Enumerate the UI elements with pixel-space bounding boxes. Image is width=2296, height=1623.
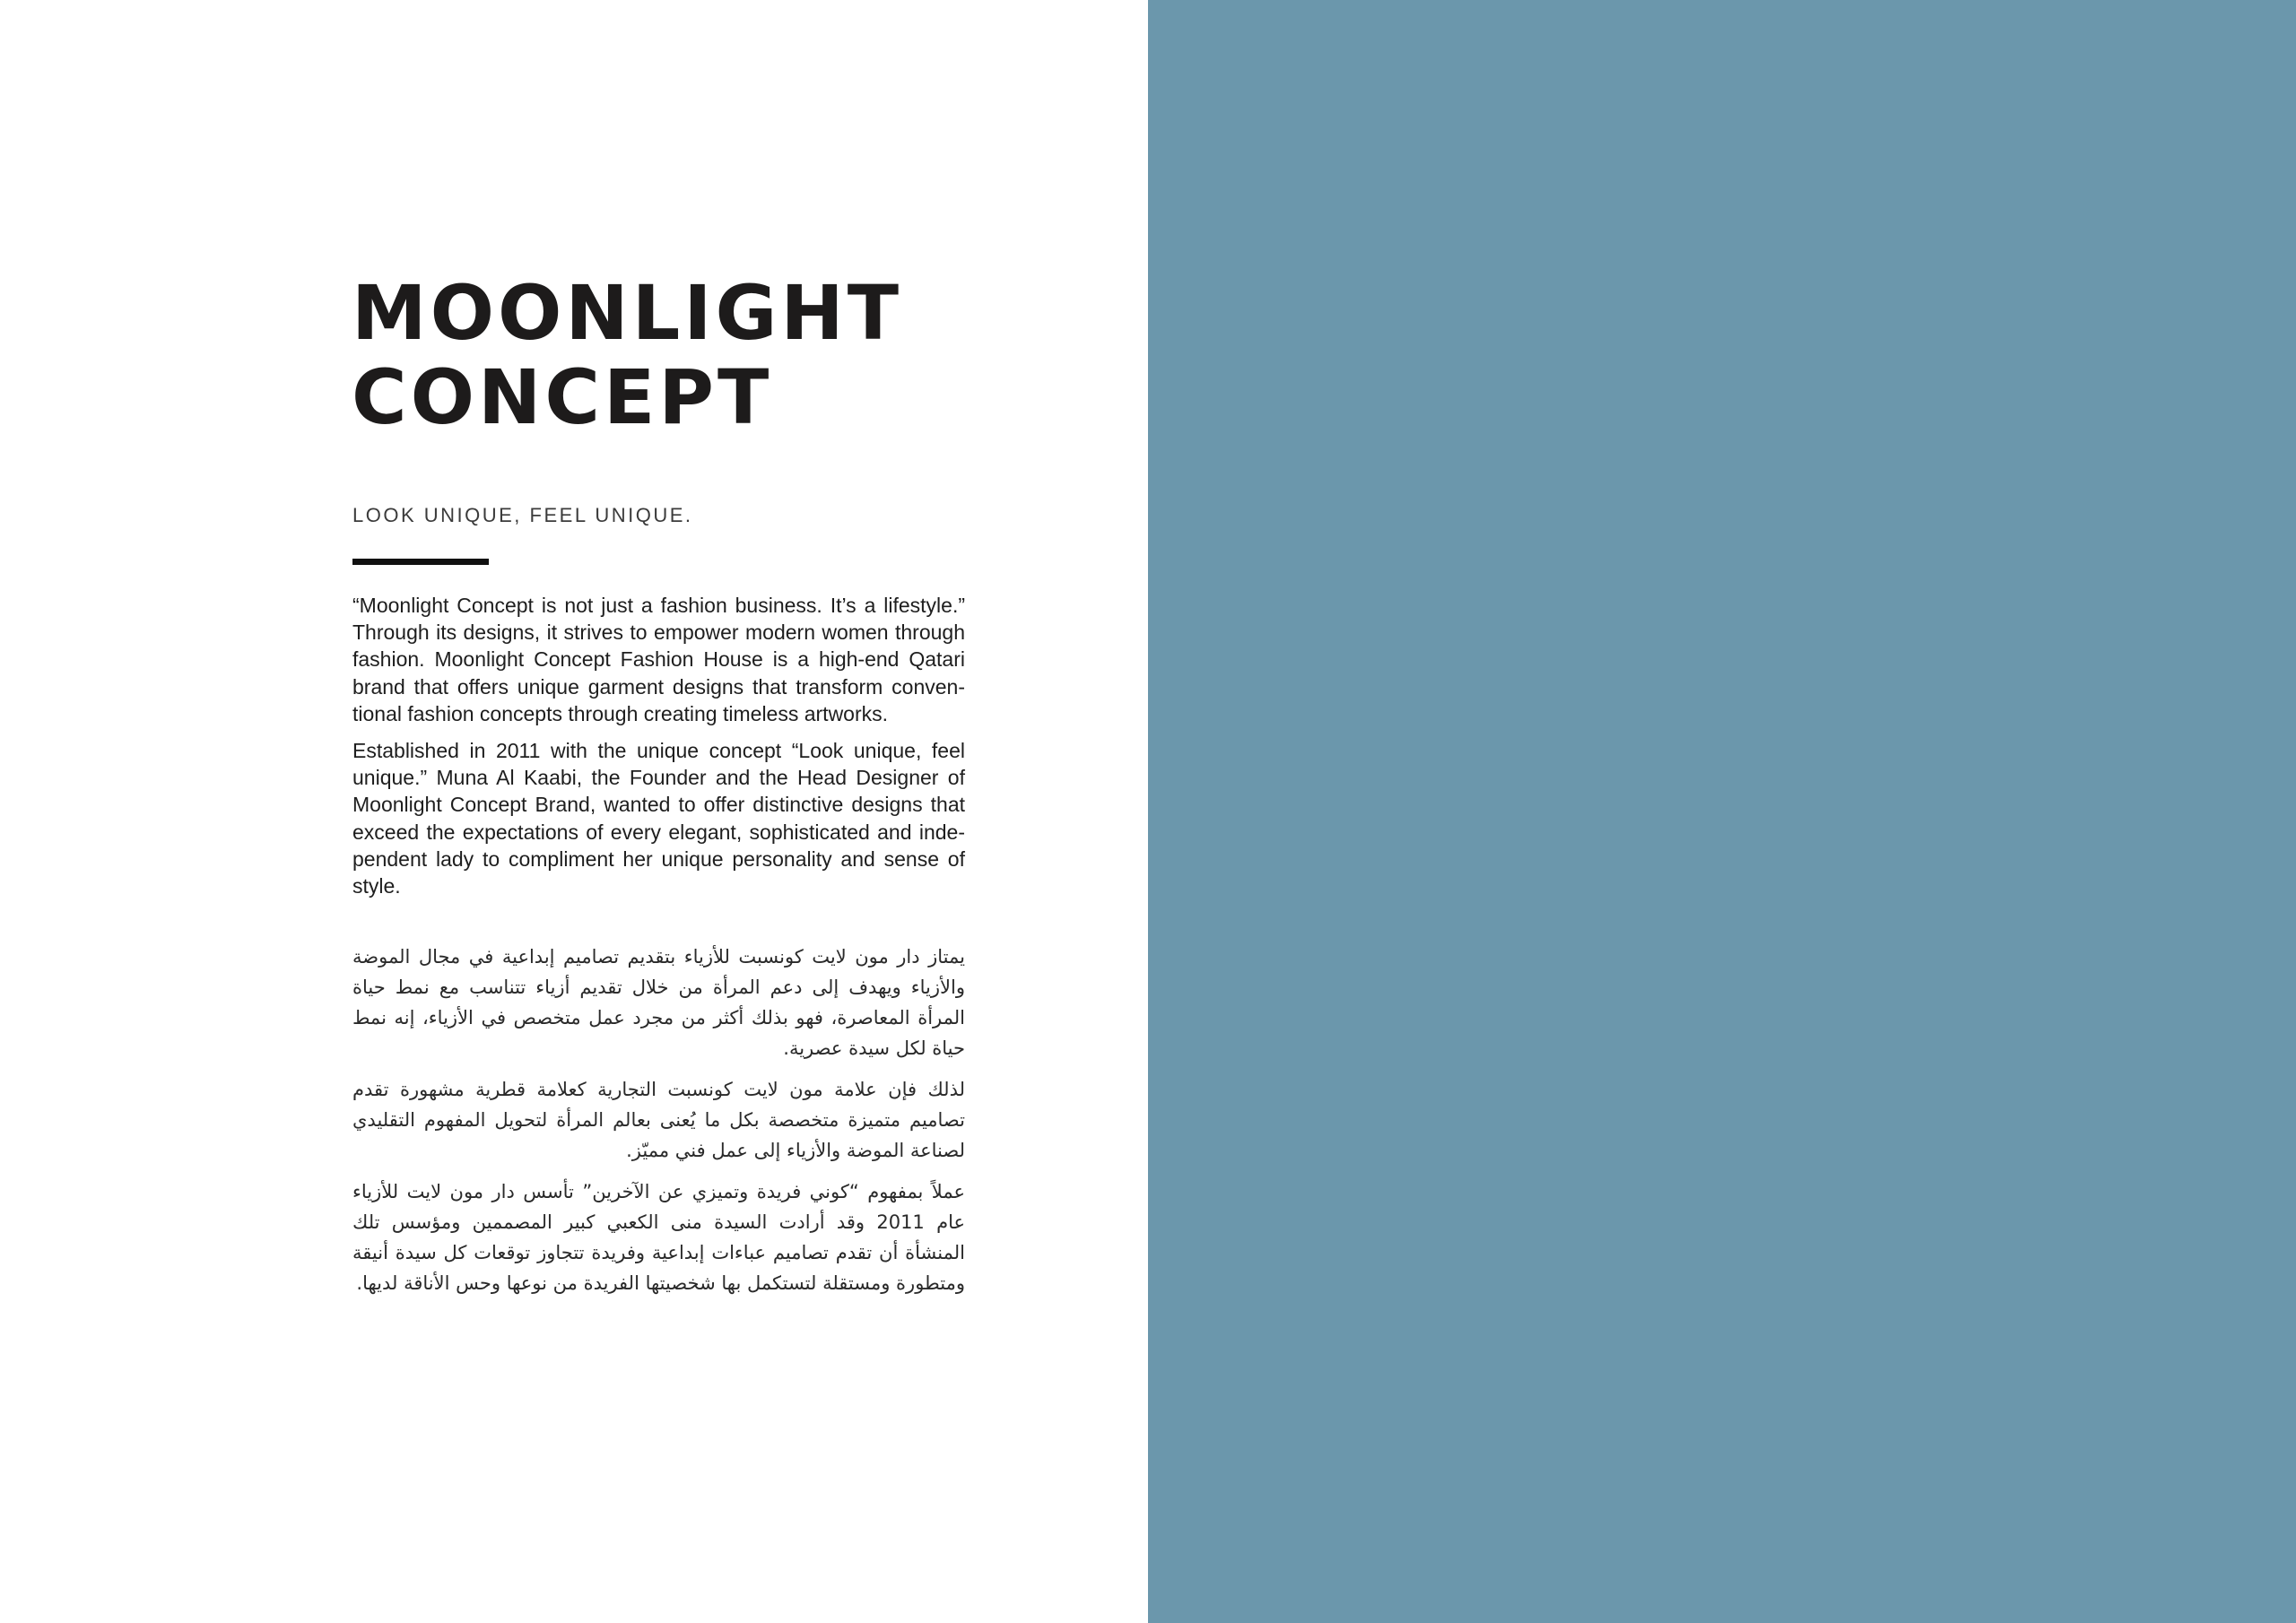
english-description [352,592,965,909]
brand-title-line-2: CONCEPT [352,353,773,441]
english-paragraph-1: “Moonlight Concept is not just a fashion business. It’s a lifestyle.” Through its designs, it strives to empower modern women through fashion. Moonlight Concept Fashion House is a high-end Qatari brand that offers unique garment designs that transform conven-tional fashion concepts through creating timeless artworks. [352,594,965,725]
arabic-paragraph-1: يمتاز دار مون لايت كونسبت للأزياء بتقديم تصاميم إبداعية في مجال الموضة والأزياء ويهدف إلى دعم المرأة من خلال تقديم أزياء تتناسب مع نمط حياة المرأة المعاصرة، فهو بذلك أكثر من مجرد عمل متخصص في الأزياء، إنه نمط حياة لكل سيدة عصرية. [352,946,965,1059]
brand-title-line-1: MOONLIGHT [352,269,903,357]
brand-tagline: LOOK UNIQUE, FEEL UNIQUE. [352,504,693,526]
divider-rule [352,559,489,565]
arabic-paragraph-2: لذلك فإن علامة مون لايت كونسبت التجارية كعلامة قطرية مشهورة تقدم تصاميم متميزة متخصصة بكل ما يُعنى بعالم المرأة لتحويل المفهوم التقليدي لصناعة الموضة والأزياء إلى عمل فني مميّز. [352,1079,965,1161]
english-paragraph-2: Established in 2011 with the unique concept “Look unique, feel unique.” Muna Al Kaabi, the Founder and the Head Designer of Moonlight Concept Brand, wanted to offer distinctive designs that exceed the expectations of every elegant, sophisticated and inde-pendent lady to compliment her unique personality and sense of style. [352,739,965,898]
accent-color-panel [1148,0,2296,1623]
arabic-paragraph-3: عملاً بمفهوم “كوني فريدة وتميزي عن الآخرين” تأسس دار مون لايت للأزياء عام 2011 وقد أرادت السيدة منى الكعبي كبير المصممين ومؤسس تلك المنشأة أن تقدم تصاميم عباءات إبداعية وفريدة تتجاوز توقعات كل سيدة أنيقة ومتطورة ومستقلة لتستكمل بها شخصيتها الفريدة من نوعها وحس الأناقة لديها. [352,1181,965,1294]
arabic-description [352,942,965,1309]
brand-title [352,271,1069,439]
